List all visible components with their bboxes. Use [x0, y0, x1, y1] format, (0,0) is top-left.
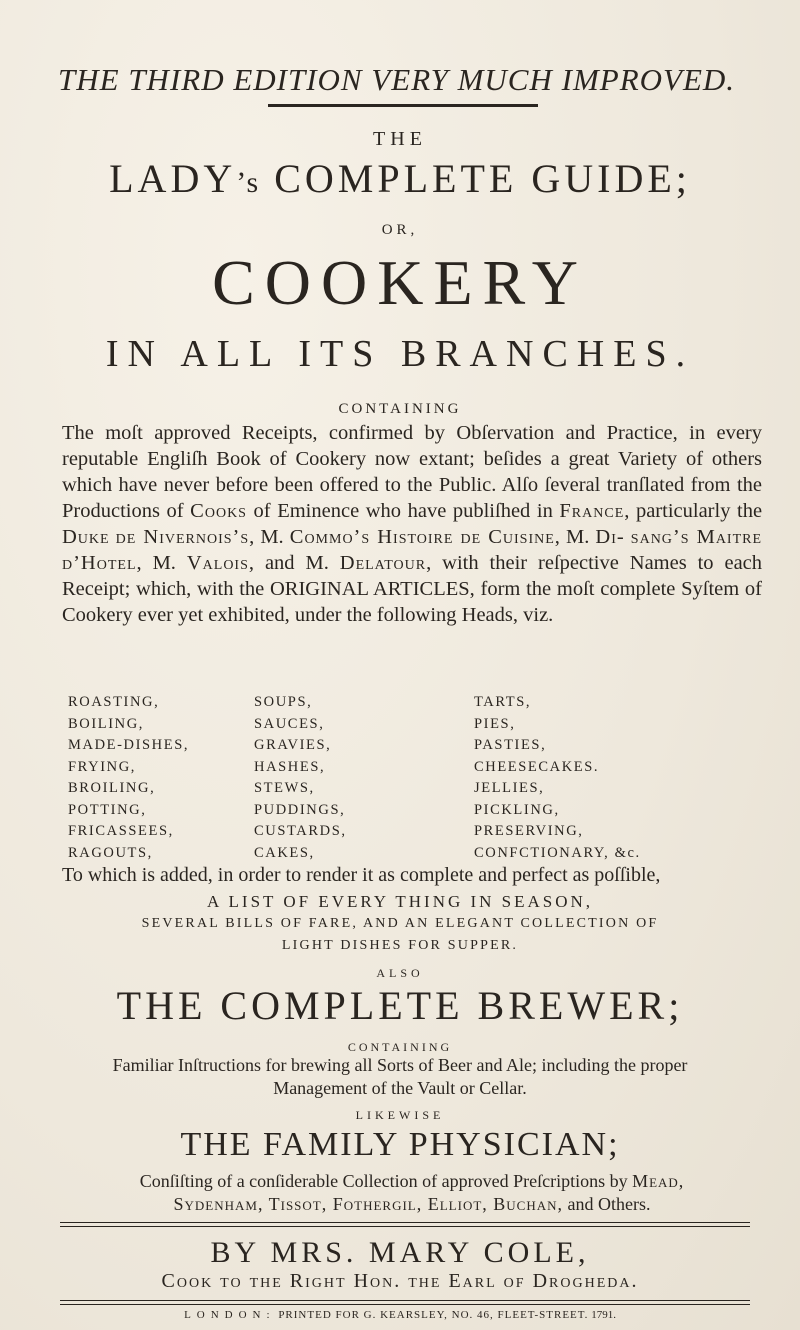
to-which-added: To which is added, in order to render it as complete and perfect as poſſible, [62, 864, 661, 886]
intro-with: , with [426, 552, 479, 574]
intro-france: France [559, 500, 625, 522]
divider-rule-3 [60, 1300, 750, 1301]
divider-rule-1 [60, 1222, 750, 1223]
list-in-season: A LIST OF EVERY THING IN SEASON, [206, 892, 594, 911]
likewise-label: LIKEWISE [355, 1108, 445, 1122]
intro-line-3: great Variety of others which have never before been offered to the [62, 448, 762, 496]
intro-eminence: Eminence who have publiſhed in [277, 500, 553, 522]
intro-nivernois: de Nivernois’s [115, 526, 250, 548]
heads-column-2 [254, 692, 347, 864]
list-item: CUSTARDS, [254, 823, 347, 839]
brewer-line-2: Management of the Vault or Cellar. [273, 1078, 527, 1098]
title-the: THE [373, 128, 427, 150]
intro-line-1: The moſt approved Receipts, confirmed by Obſervation and Practice, [62, 422, 678, 444]
physician-description [62, 1170, 762, 1216]
list-item: PICKLING, [474, 801, 560, 818]
printed-for: PRINTED FOR G. KEARSLEY, NO. 46, FLEET-STREET. [278, 1309, 589, 1321]
list-item: STEWS, [254, 780, 315, 796]
title-branches: IN ALL ITS BRANCHES. [105, 333, 695, 375]
list-item: PIES, [474, 715, 516, 732]
list-item: FRYING, [68, 758, 137, 775]
intro-particularly: , particularly the [624, 500, 763, 522]
list-item: HASHES, [254, 758, 326, 775]
heads-column-3 [474, 692, 641, 864]
brewer-line-1: Familiar Inſtructions for brewing all Sorts of Beer and Ale; including the proper [112, 1055, 688, 1075]
list-item: TARTS, [474, 694, 532, 710]
title-complete-guide: COMPLETE GUIDE; [274, 156, 691, 201]
list-item: PUDDINGS, [254, 801, 346, 818]
intro-line-9: ARTICLES, form the moſt complete Syſtem of Cookery ever yet [62, 578, 763, 626]
list-item: MADE-DISHES, [68, 737, 190, 753]
intro-line-2: in every reputable Engliſh Book of Cookery now extant; beſides a [62, 422, 762, 470]
author-title: Cook to the Right Hon. the Earl of Drogheda. [161, 1270, 639, 1292]
physician-names: Sydenham, Tissot, Fothergil, Elliot, Buchan, [173, 1194, 564, 1214]
title-cookery: COOKERY [212, 247, 588, 318]
containing-label-2: CONTAINING [347, 1040, 453, 1054]
complete-brewer-heading: THE COMPLETE BREWER; [116, 983, 684, 1028]
list-item: RAGOUTS, [68, 844, 153, 861]
bleed-through-ink [150, 4, 710, 52]
title-or: OR, [381, 222, 419, 238]
imprint-block [0, 1310, 800, 1320]
list-item: PRESERVING, [474, 823, 584, 839]
intro-valois: Valois [186, 552, 249, 574]
intro-cooks: Cooks [190, 500, 247, 522]
list-item: SAUCES, [254, 715, 325, 732]
divider-rule-4 [60, 1304, 750, 1305]
physician-text-b: and Others. [567, 1194, 651, 1214]
bills-of-fare: SEVERAL BILLS OF FARE, AND AN ELEGANT COLLECTION OF [141, 916, 659, 931]
brewer-description [0, 1054, 800, 1100]
intro-m1: , M. [249, 526, 284, 548]
list-item: FRICASSEES, [68, 823, 174, 839]
intro-m3: , M. [136, 552, 176, 574]
physician-text-a: Conſiſting of a conſiderable Collection of approved Preſcriptions by [139, 1171, 628, 1191]
intro-di: Di- [595, 526, 625, 548]
containing-label: CONTAINING [338, 401, 462, 417]
list-item: GRAVIES, [254, 737, 332, 753]
title-ladys-complete-guide [0, 155, 800, 202]
list-item: SOUPS, [254, 694, 313, 710]
list-item: CAKES, [254, 844, 315, 861]
light-dishes: LIGHT DISHES FOR SUPPER. [281, 938, 519, 953]
list-item: BOILING, [68, 715, 145, 732]
physician-name-mead: Mead, [632, 1171, 685, 1191]
intro-delatour: Delatour [339, 552, 427, 574]
intro-line-10: exhibited, under the following Heads, viz. [208, 604, 554, 626]
intro-and-m: , and M. [248, 552, 329, 574]
list-item: PASTIES, [474, 737, 547, 753]
edition-line: THE THIRD EDITION VERY MUCH IMPROVED. [58, 62, 736, 97]
top-rule [268, 104, 538, 107]
list-item: BROILING, [68, 780, 156, 796]
intro-m2: , M. [554, 526, 590, 548]
london-text: LONDON: [184, 1309, 276, 1321]
also-label: ALSO [376, 966, 424, 980]
author-line: BY MRS. MARY COLE, [210, 1236, 590, 1269]
intro-line-8: their reſpective Names to each Receipt; which, with the ORIGINAL [62, 552, 763, 600]
intro-duke: Duke [62, 526, 110, 548]
intro-paragraph [62, 420, 762, 628]
intro-commo: Commo’s Histoire de Cuisine [289, 526, 555, 548]
list-item: JELLIES, [474, 780, 545, 796]
list-item: CONFCTIONARY, &c. [474, 844, 641, 861]
list-item: ROASTING, [68, 694, 160, 710]
intro-of: of [253, 500, 271, 522]
heads-column-1 [68, 692, 189, 864]
year: 1791. [591, 1309, 616, 1321]
list-item: CHEESECAKES. [474, 758, 600, 775]
title-lady: LADY [109, 156, 237, 201]
list-item: POTTING, [68, 801, 147, 818]
title-lady-possessive: ’s [236, 166, 261, 199]
divider-rule-2 [60, 1226, 750, 1227]
intro-disang: sang’s Maitre d’Hotel [62, 526, 763, 574]
family-physician-heading: THE FAMILY PHYSICIAN; [180, 1126, 620, 1163]
intro-line-4: Public. Alſo ſeveral tranſlated from the Productions of [62, 474, 762, 522]
